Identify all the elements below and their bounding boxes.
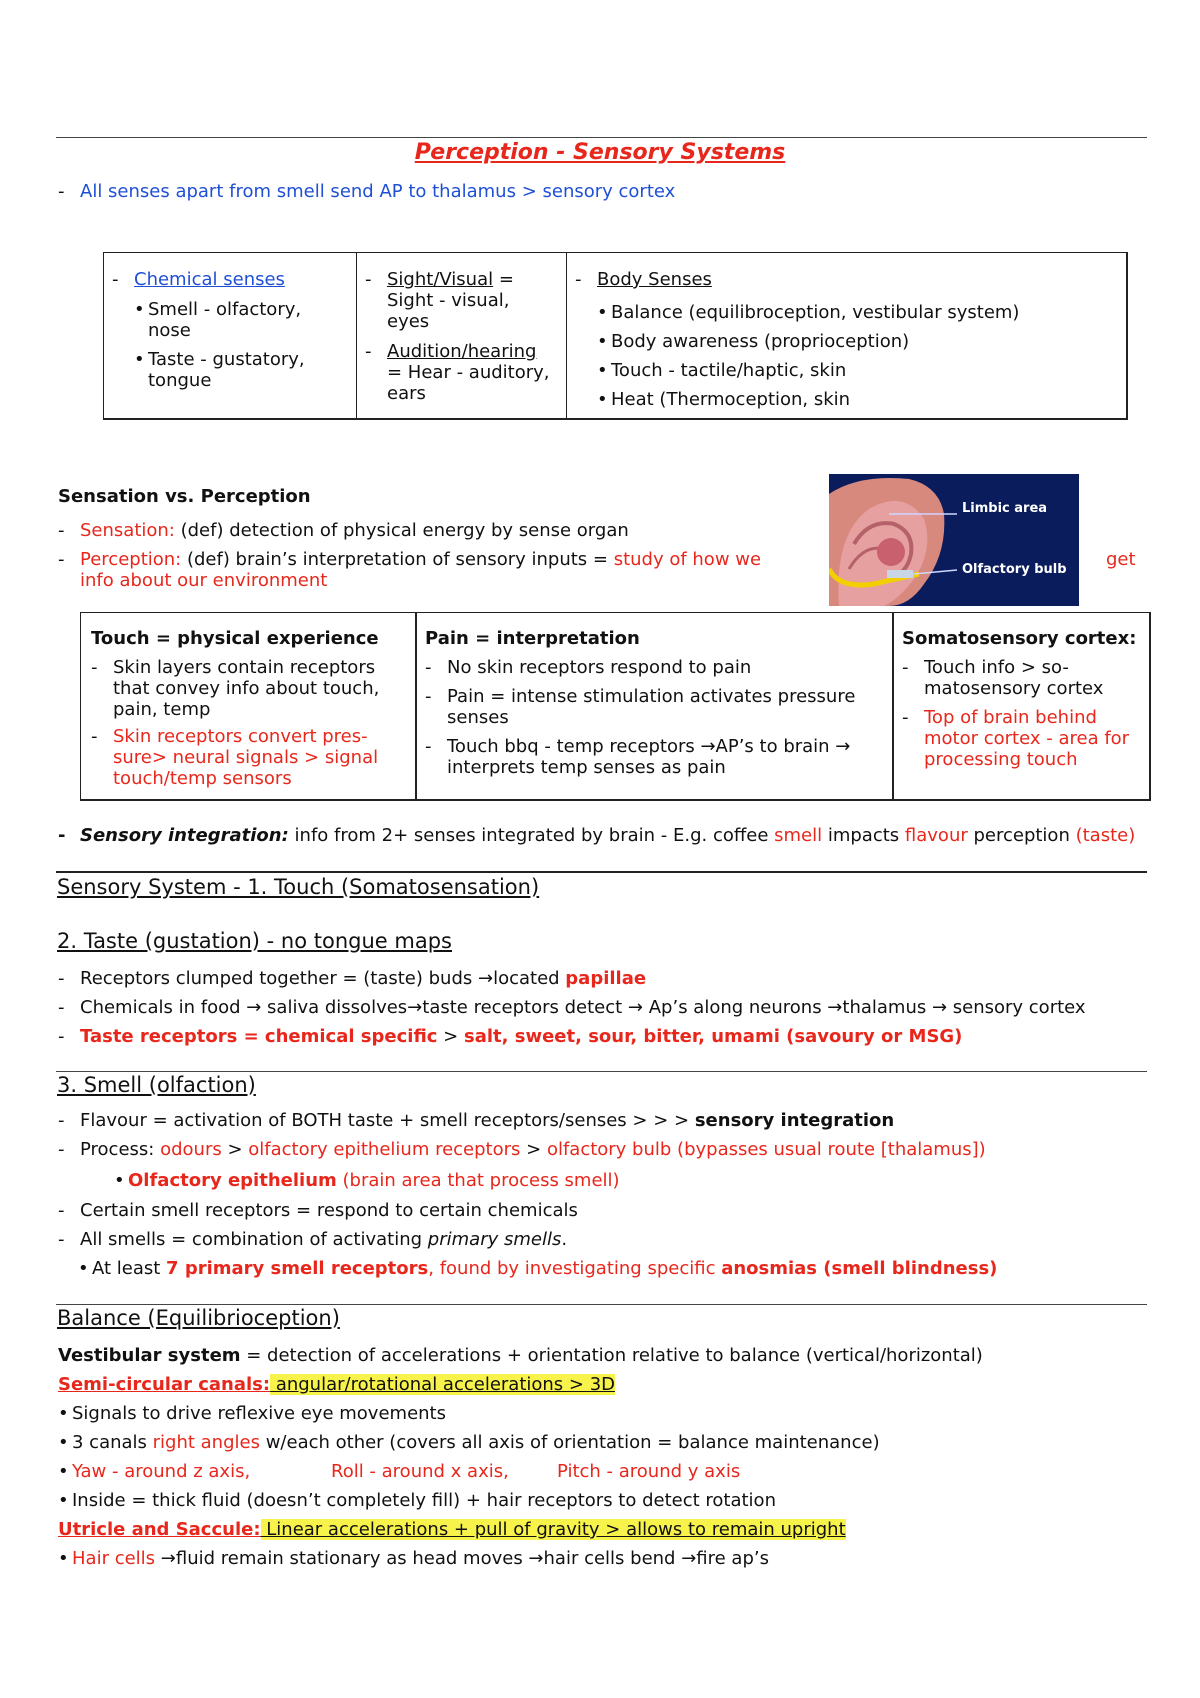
senses-col-chemical: - Chemical senses • Smell - olfactory, nose • Taste - gustatory, tongue: [104, 253, 357, 418]
top-rule: [56, 137, 1147, 138]
balance-section-heading: Balance (Equilibrioception): [57, 1306, 340, 1330]
taste-line-3: - Taste receptors = chemical specific > salt, sweet, sour, bitter, umami (savoury or MSG): [58, 1026, 963, 1047]
balance-line-1: Vestibular system = detection of accelerations + orientation relative to balance (vertical/horizontal): [58, 1345, 983, 1366]
balance-line-7: Utricle and Saccule: Linear accelerations + pull of gravity > allows to remain upright: [58, 1519, 846, 1540]
senses-col-body: - Body Senses • Balance (equilibroception, vestibular system) • Body awareness (proprioception) • Touch - tactile/haptic, skin • Heat (Thermoception, skin: [575, 269, 1020, 410]
limbic-area-label: Limbic area: [962, 501, 1048, 516]
balance-line-6: • Inside = thick fluid (doesn’t completely fill) + hair receptors to detect rotation: [58, 1490, 776, 1511]
chemical-senses-heading: Chemical senses: [134, 269, 285, 290]
taste-section-heading: 2. Taste (gustation) - no tongue maps: [57, 929, 452, 953]
balance-line-8: • Hair cells →fluid remain stationary as head moves →hair cells bend →fire ap’s: [58, 1548, 769, 1569]
olfactory-brain-image: [829, 474, 1079, 606]
rule-touch: [56, 871, 1147, 873]
touch-pain-table: [80, 612, 1151, 801]
perception-def-cont: info about our environment: [80, 570, 328, 591]
touch-section-heading: Sensory System - 1. Touch (Somatosensation): [57, 875, 540, 899]
taste-line-1: - Receptors clumped together = (taste) buds →located papillae: [58, 968, 647, 989]
balance-line-3: • Signals to drive reflexive eye movements: [58, 1403, 446, 1424]
perception-get: get: [1106, 549, 1136, 570]
smell-line-2: - Process: odours > olfactory epithelium receptors > olfactory bulb (bypasses usual route [thalamus]): [58, 1139, 986, 1160]
smell-line-3: • Olfactory epithelium (brain area that process smell): [114, 1170, 620, 1191]
balance-line-2: Semi-circular canals: angular/rotational accelerations > 3D: [58, 1374, 616, 1395]
smell-line-4: - Certain smell receptors = respond to certain chemicals: [58, 1200, 578, 1221]
balance-line-4: • 3 canals right angles w/each other (covers all axis of orientation = balance maintenance): [58, 1432, 880, 1453]
page-title: Perception - Sensory Systems: [414, 140, 786, 165]
sensation-def: - Sensation: (def) detection of physical energy by sense organ: [58, 520, 629, 541]
pitch-text: Pitch - around y axis: [557, 1461, 741, 1482]
smell-line-6: • At least 7 primary smell receptors, found by investigating specific anosmias (smell blindness): [78, 1258, 998, 1279]
senses-table: [103, 252, 1128, 420]
olfactory-bulb-label: Olfactory bulb: [962, 562, 1067, 577]
intro-line: - All senses apart from smell send AP to thalamus > sensory cortex: [58, 181, 676, 202]
brain-illustration-icon: [829, 474, 1079, 606]
touch-col: Touch = physical experience - Skin layers contain receptors that convey info about touch, pain, temp - Skin receptors convert pres- sure> neural signals > signal touch/temp sensors: [81, 613, 417, 799]
pain-col: Pain = interpretation - No skin receptors respond to pain - Pain = intense stimulation activates pressure senses - Touch bbq - temp receptors →AP’s to brain → interprets temp senses as pain: [417, 613, 894, 799]
smell-line-5: - All smells = combination of activating primary smells.: [58, 1229, 568, 1250]
somatosensory-col: Somatosensory cortex: - Touch info > so- matosensory cortex - Top of brain behind motor cortex - area for processing touch: [902, 628, 1137, 770]
sensory-integration-line: - Sensory integration: info from 2+ senses integrated by brain - E.g. coffee smell impacts flavour perception (taste): [58, 825, 1136, 846]
senses-col-sight-hearing: - Sight/Visual = Sight - visual, eyes - Audition/hearing = Hear - auditory, ears: [357, 253, 567, 418]
smell-section-heading: 3. Smell (olfaction): [57, 1073, 256, 1097]
taste-line-2: - Chemicals in food → saliva dissolves→taste receptors detect → Ap’s along neurons →thalamus → sensory cortex: [58, 997, 1086, 1018]
sensation-heading: Sensation vs. Perception: [58, 486, 311, 507]
smell-line-1: - Flavour = activation of BOTH taste + smell receptors/senses > > > sensory integration: [58, 1110, 895, 1131]
perception-def: - Perception: (def) brain’s interpretation of sensory inputs = study of how we: [58, 549, 762, 570]
balance-axes-line: • Yaw - around z axis,: [58, 1461, 251, 1482]
roll-text: Roll - around x axis,: [331, 1461, 509, 1482]
